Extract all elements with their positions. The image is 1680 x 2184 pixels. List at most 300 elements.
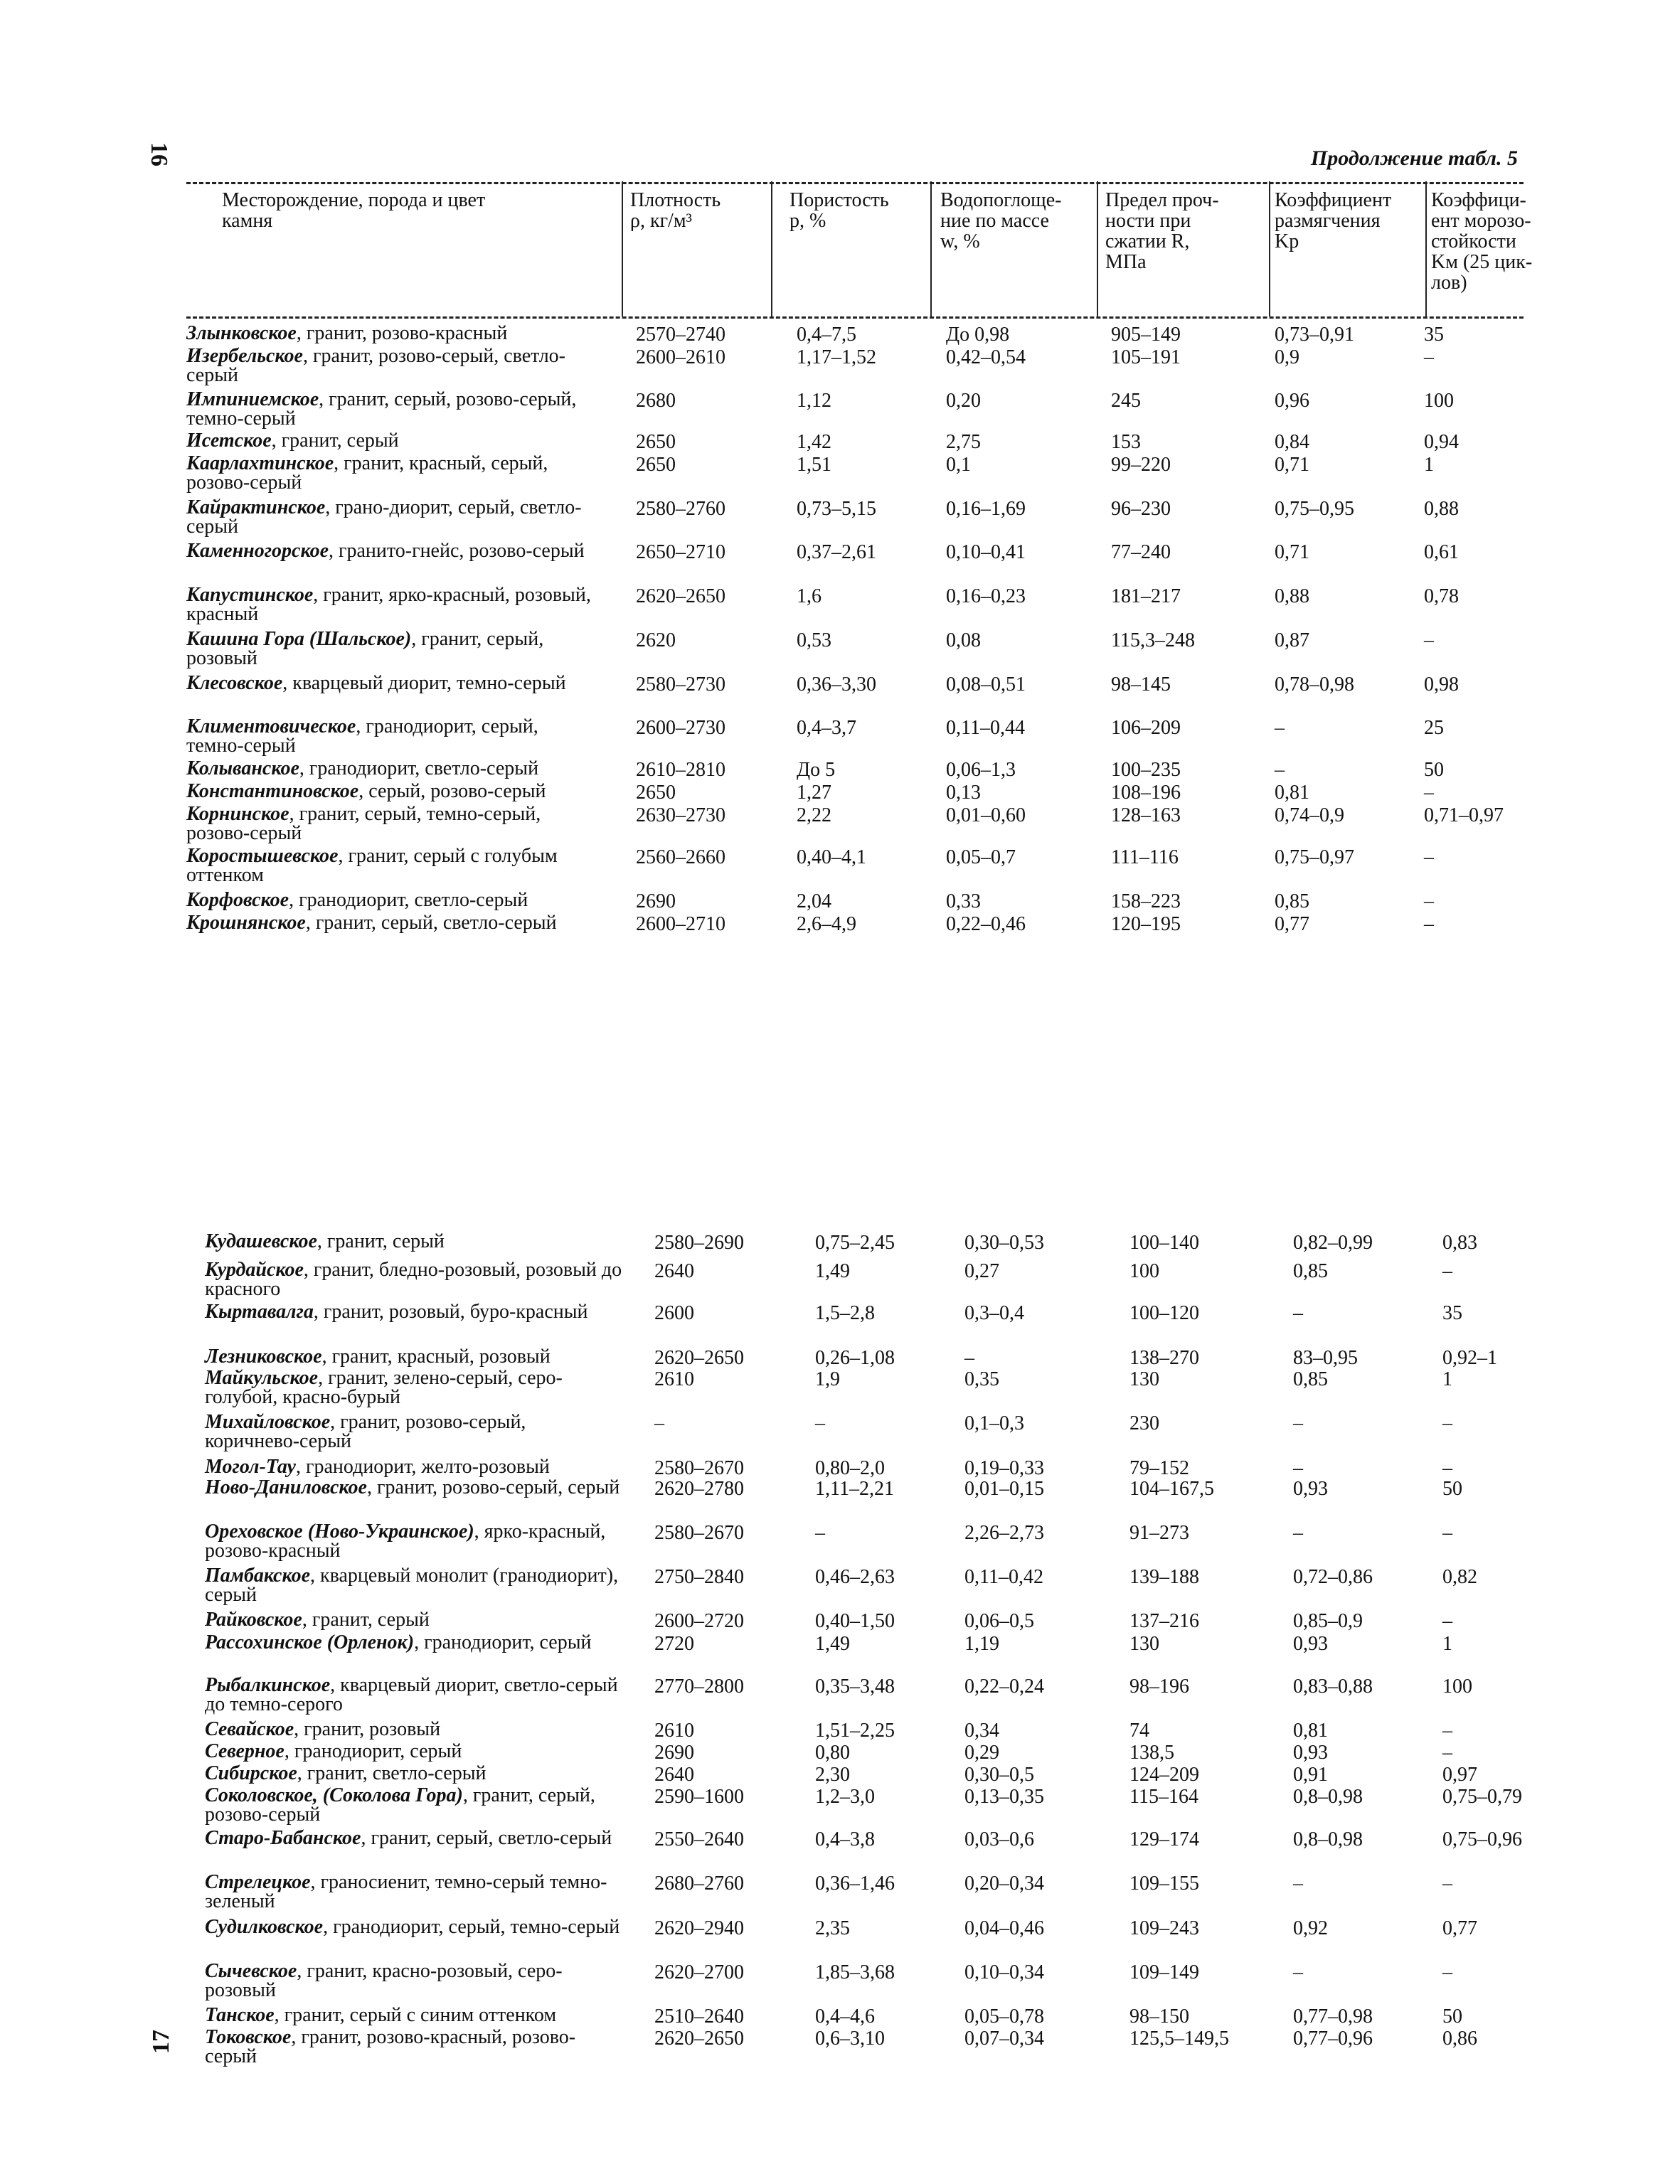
frost-cell: 0,83	[1442, 1232, 1477, 1254]
strength-cell: 96–230	[1111, 498, 1171, 520]
frost-cell: 0,82	[1442, 1566, 1477, 1588]
deposit-name: Злынковское	[186, 322, 297, 344]
strength-cell: 111–116	[1111, 846, 1179, 868]
deposit-name: Майкульское	[205, 1367, 319, 1389]
rock-description: , гранит, серый с голубым оттенком	[186, 845, 558, 886]
softening-cell: 0,85	[1293, 1260, 1328, 1282]
header-divider	[771, 181, 772, 316]
deposit-name: Судилковское	[205, 1916, 324, 1938]
density-cell: 2620–2650	[636, 585, 725, 607]
rock-description: , гранит, серый, светло-серый	[361, 1827, 612, 1849]
strength-cell: 108–196	[1111, 782, 1181, 804]
deposit-cell	[205, 1786, 624, 1824]
rock-description: , гранит, светло-серый	[297, 1762, 487, 1784]
deposit-name: Курдайское	[205, 1259, 304, 1281]
strength-cell: 100	[1129, 1260, 1159, 1282]
strength-cell: 74	[1129, 1720, 1149, 1742]
absorption-cell: 0,10–0,34	[964, 1961, 1044, 1983]
density-cell: 2630–2730	[636, 804, 725, 826]
absorption-cell: 0,35	[964, 1368, 999, 1390]
deposit-cell	[205, 1566, 624, 1604]
header-divider	[930, 181, 932, 316]
rock-description: , гранит, красный, серый, розово-серый	[186, 452, 548, 494]
softening-cell: –	[1293, 1302, 1303, 1324]
porosity-cell: 0,40–4,1	[797, 846, 866, 868]
softening-cell: 0,85	[1293, 1368, 1328, 1390]
deposit-cell	[186, 541, 599, 560]
rock-description: , гранит, серый, темно-серый, розово-серый	[186, 803, 541, 844]
rock-description: , гранит, бледно-розовый, розовый до красного	[205, 1259, 622, 1300]
deposit-name: Сибирское	[205, 1762, 297, 1784]
absorption-cell: 0,16–1,69	[946, 498, 1026, 520]
deposit-name: Кыртавалга	[205, 1301, 314, 1323]
deposit-cell	[205, 1302, 624, 1321]
frost-cell: 0,92–1	[1442, 1347, 1497, 1369]
softening-cell: 0,71	[1275, 454, 1309, 476]
absorption-cell: 0,34	[964, 1720, 999, 1742]
deposit-cell	[186, 890, 599, 910]
frost-cell: 35	[1424, 324, 1444, 346]
strength-cell: 100–140	[1129, 1232, 1199, 1254]
density-cell: 2750–2840	[654, 1566, 744, 1588]
deposit-name: Кайрактинское	[186, 496, 326, 518]
rock-description: , гранит, серый, розово-серый, темно-серый	[186, 388, 577, 430]
porosity-cell: 1,85–3,68	[815, 1961, 895, 1983]
absorption-cell: До 0,98	[946, 324, 1010, 346]
porosity-cell: 1,42	[797, 431, 831, 453]
softening-cell: 0,81	[1293, 1720, 1328, 1742]
density-cell: 2580–2760	[636, 498, 725, 520]
frost-cell: –	[1442, 1720, 1452, 1742]
frost-cell: 0,77	[1442, 1917, 1477, 1939]
rock-description: , гранит, серый, розовый	[186, 628, 544, 669]
absorption-cell: 0,11–0,44	[946, 717, 1025, 739]
rock-description: , гранит, серый	[271, 430, 399, 452]
strength-cell: 125,5–149,5	[1129, 2028, 1229, 2050]
density-cell: 2580–2670	[654, 1457, 744, 1479]
deposit-name: Северное	[205, 1740, 285, 1762]
softening-cell: 0,84	[1275, 431, 1309, 453]
absorption-cell: 1,19	[964, 1633, 999, 1655]
softening-cell: 0,8–0,98	[1293, 1828, 1363, 1850]
porosity-cell: 0,53	[797, 629, 831, 651]
deposit-cell	[186, 629, 599, 668]
density-cell: 2650	[636, 431, 676, 453]
strength-cell: 130	[1129, 1633, 1159, 1655]
porosity-cell: 1,17–1,52	[797, 346, 876, 368]
strength-cell: 109–149	[1129, 1961, 1199, 1983]
deposit-name: Корнинское	[186, 803, 289, 825]
density-cell: 2650	[636, 454, 676, 476]
density-cell: 2600–2610	[636, 346, 725, 368]
deposit-cell	[186, 431, 599, 450]
softening-cell: 0,77	[1275, 913, 1309, 935]
density-cell: 2690	[654, 1742, 694, 1764]
softening-cell: 0,83–0,88	[1293, 1676, 1373, 1698]
absorption-cell: –	[964, 1347, 974, 1369]
porosity-cell: 1,51	[797, 454, 831, 476]
deposit-name: Изербельское	[186, 345, 303, 367]
density-cell: 2650–2710	[636, 541, 725, 563]
frost-cell: 100	[1442, 1676, 1472, 1698]
absorption-cell: 2,75	[946, 431, 981, 453]
frost-cell: –	[1424, 346, 1434, 368]
rock-description: , гранит, красно-розовый, серо-розовый	[205, 1960, 563, 2001]
deposit-cell	[186, 717, 599, 755]
frost-cell: 0,98	[1424, 673, 1459, 696]
density-cell: 2680	[636, 390, 676, 412]
frost-cell: 0,71–0,97	[1424, 804, 1504, 826]
deposit-name: Рыбалкинское	[205, 1674, 331, 1696]
rock-description: , гранит, розовый, буро-красный	[313, 1301, 588, 1323]
softening-cell: 0,81	[1275, 782, 1309, 804]
strength-cell: 181–217	[1111, 585, 1181, 607]
porosity-cell: 1,49	[815, 1633, 850, 1655]
absorption-cell: 0,10–0,41	[946, 541, 1026, 563]
strength-cell: 138,5	[1129, 1742, 1174, 1764]
density-cell: 2600–2730	[636, 717, 725, 739]
density-cell: 2620–2940	[654, 1917, 744, 1939]
porosity-cell: 1,11–2,21	[815, 1478, 894, 1500]
rock-description: , гранит, красный, розовый	[321, 1346, 551, 1368]
porosity-cell: 0,36–1,46	[815, 1873, 895, 1895]
deposit-name: Клесовское	[186, 672, 283, 694]
strength-cell: 100–120	[1129, 1302, 1199, 1324]
rock-description: , гранит, серый с синим оттенком	[274, 2004, 557, 2026]
porosity-cell: 1,9	[815, 1368, 840, 1390]
density-cell: 2640	[654, 1260, 694, 1282]
strength-cell: 99–220	[1111, 454, 1171, 476]
density-cell: 2610–2810	[636, 759, 725, 781]
deposit-name: Памбакское	[205, 1565, 311, 1587]
strength-cell: 105–191	[1111, 346, 1181, 368]
density-cell: 2680–2760	[654, 1873, 744, 1895]
softening-cell: –	[1275, 717, 1285, 739]
density-cell: 2570–2740	[636, 324, 725, 346]
strength-cell: 158–223	[1111, 890, 1181, 912]
frost-cell: 1	[1442, 1368, 1452, 1390]
deposit-cell	[205, 1828, 624, 1848]
absorption-cell: 0,22–0,46	[946, 913, 1026, 935]
strength-cell: 129–174	[1129, 1828, 1199, 1850]
deposit-cell	[205, 2028, 624, 2066]
rock-description: , гранодиорит, серый, темно-серый	[323, 1916, 620, 1938]
porosity-cell: До 5	[797, 759, 836, 781]
porosity-cell: 0,80	[815, 1742, 850, 1764]
absorption-cell: 0,1	[946, 454, 971, 476]
softening-cell: 0,92	[1293, 1917, 1328, 1939]
deposit-name: Сычевское	[205, 1960, 297, 1982]
absorption-cell: 0,05–0,7	[946, 846, 1016, 868]
rock-description: , кварцевый монолит (гранодиорит), серый	[205, 1565, 619, 1606]
porosity-cell: –	[815, 1522, 825, 1544]
deposit-cell	[186, 913, 599, 932]
porosity-cell: 0,4–4,6	[815, 2005, 875, 2028]
porosity-cell: 0,36–3,30	[797, 673, 876, 696]
absorption-cell: 0,04–0,46	[964, 1917, 1044, 1939]
absorption-cell: 0,19–0,33	[964, 1457, 1044, 1479]
absorption-cell: 0,3–0,4	[964, 1302, 1024, 1324]
rock-description: , гранит, розово-серый, серый	[366, 1476, 620, 1498]
strength-cell: 905–149	[1111, 324, 1181, 346]
density-cell: 2580–2730	[636, 673, 725, 696]
porosity-cell: 0,4–7,5	[797, 324, 856, 346]
frost-cell: 0,97	[1442, 1764, 1477, 1786]
density-cell: 2590–1600	[654, 1786, 744, 1808]
strength-cell: 109–243	[1129, 1917, 1199, 1939]
deposit-cell	[205, 1720, 624, 1739]
strength-cell: 138–270	[1129, 1347, 1199, 1369]
porosity-cell: 1,12	[797, 390, 831, 412]
softening-cell: 0,85	[1275, 890, 1309, 912]
frost-cell: 1	[1442, 1633, 1452, 1655]
density-cell: 2600–2710	[636, 913, 725, 935]
deposit-cell	[186, 585, 599, 624]
deposit-cell	[186, 346, 599, 385]
strength-cell: 98–145	[1111, 673, 1171, 696]
density-cell: 2720	[654, 1633, 694, 1655]
deposit-name: Ореховское (Ново-Украинское)	[205, 1520, 474, 1543]
softening-cell: 0,88	[1275, 585, 1309, 607]
softening-cell: –	[1293, 1457, 1303, 1479]
rock-description: , гранит, розово-серый, светло-серый	[186, 345, 565, 386]
deposit-cell	[205, 1764, 624, 1783]
rock-description: , граносиенит, темно-серый темно-зеленый	[205, 1871, 607, 1912]
rock-description: , гранит, розово-серый, коричнево-серый	[205, 1411, 526, 1452]
deposit-cell	[186, 390, 599, 428]
rock-description: , гранит, серый, светло-серый	[305, 912, 557, 934]
softening-cell: 0,87	[1275, 629, 1309, 651]
absorption-cell: 0,01–0,60	[946, 804, 1026, 826]
frost-cell: –	[1442, 1457, 1452, 1479]
rock-description: , грано-диорит, серый, светло-серый	[186, 496, 582, 538]
porosity-cell: 0,46–2,63	[815, 1566, 895, 1588]
header-strength: Предел проч- ности при сжатии R, МПа	[1105, 189, 1219, 273]
deposit-cell	[205, 1478, 624, 1497]
density-cell: 2550–2640	[654, 1828, 744, 1850]
page-number-bottom: 17	[148, 2030, 174, 2054]
deposit-cell	[186, 782, 599, 801]
strength-cell: 104–167,5	[1129, 1478, 1214, 1500]
softening-cell: 0,93	[1293, 1742, 1328, 1764]
frost-cell: 0,61	[1424, 541, 1459, 563]
density-cell: 2510–2640	[654, 2005, 744, 2028]
frost-cell: –	[1424, 890, 1434, 912]
strength-cell: 98–150	[1129, 2005, 1189, 2028]
absorption-cell: 0,16–0,23	[946, 585, 1026, 607]
rock-description: , гранодиорит, серый	[284, 1740, 462, 1762]
deposit-cell	[186, 454, 599, 492]
header-water-absorption: Водопоглоще- ние по массе w, %	[940, 189, 1062, 252]
rock-description: , гранит, зелено-серый, серо-голубой, красно-бурый	[205, 1367, 563, 1408]
absorption-cell: 0,03–0,6	[964, 1828, 1034, 1850]
absorption-cell: 0,27	[964, 1260, 999, 1282]
porosity-cell: 2,6–4,9	[797, 913, 856, 935]
rock-description: , гранодиорит, серый	[414, 1631, 592, 1653]
deposit-name: Климентовическое	[186, 715, 356, 737]
page-number-top: 16	[146, 142, 172, 166]
porosity-cell: 1,51–2,25	[815, 1720, 895, 1742]
frost-cell: –	[1442, 1610, 1452, 1632]
softening-cell: –	[1293, 1412, 1303, 1434]
frost-cell: –	[1424, 913, 1434, 935]
absorption-cell: 0,29	[964, 1742, 999, 1764]
frost-cell: 50	[1424, 759, 1444, 781]
porosity-cell: 0,37–2,61	[797, 541, 876, 563]
strength-cell: 115–164	[1129, 1786, 1198, 1808]
absorption-cell: 0,20	[946, 390, 981, 412]
rock-description: , гранито-гнейс, розово-серый	[329, 540, 585, 562]
absorption-cell: 0,13	[946, 782, 981, 804]
rock-description: , гранит, ярко-красный, розовый, красный	[186, 584, 591, 625]
absorption-cell: 0,08	[946, 629, 981, 651]
rock-description: , гранит, серый	[302, 1609, 430, 1631]
density-cell: 2600–2720	[654, 1610, 744, 1632]
density-cell: 2620–2650	[654, 1347, 744, 1369]
deposit-name: Ново-Даниловское	[205, 1476, 367, 1498]
density-cell: 2580–2670	[654, 1522, 744, 1544]
density-cell: 2610	[654, 1368, 694, 1390]
frost-cell: 0,78	[1424, 585, 1459, 607]
absorption-cell: 0,08–0,51	[946, 673, 1026, 696]
porosity-cell: 2,30	[815, 1764, 850, 1786]
porosity-cell: 0,40–1,50	[815, 1610, 895, 1632]
porosity-cell: 0,4–3,7	[797, 717, 856, 739]
table-continuation-caption: Продолжение табл. 5	[1310, 147, 1518, 170]
softening-cell: 0,73–0,91	[1275, 324, 1354, 346]
frost-cell: 0,88	[1424, 498, 1459, 520]
deposit-name: Кашина Гора (Шальское)	[186, 628, 412, 650]
frost-cell: 35	[1442, 1302, 1462, 1324]
softening-cell: 0,8–0,98	[1293, 1786, 1363, 1808]
rock-description: , серый, розово-серый	[358, 780, 546, 802]
rock-description: , гранит, розово-красный, розово-серый	[205, 2026, 576, 2067]
frost-cell: –	[1442, 1412, 1452, 1434]
rock-description: , гранит, розово-красный	[296, 322, 508, 344]
softening-cell: –	[1293, 1522, 1303, 1544]
absorption-cell: 0,42–0,54	[946, 346, 1026, 368]
rock-description: , кварцевый диорит, темно-серый	[282, 672, 566, 694]
absorption-cell: 2,26–2,73	[964, 1522, 1044, 1544]
deposit-name: Рассохинское (Орленок)	[205, 1631, 415, 1653]
density-cell: 2640	[654, 1764, 694, 1786]
deposit-name: Каарлахтинское	[186, 452, 334, 474]
header-divider	[1425, 181, 1427, 316]
deposit-cell	[205, 2005, 624, 2025]
rock-description: , кварцевый диорит, светло-серый до темно-серого	[205, 1674, 618, 1715]
softening-cell: 83–0,95	[1293, 1347, 1358, 1369]
porosity-cell: 0,73–5,15	[797, 498, 876, 520]
porosity-cell: 1,6	[797, 585, 822, 607]
deposit-name: Михайловское	[205, 1411, 331, 1433]
frost-cell: –	[1424, 846, 1434, 868]
rock-description: , ярко-красный, розово-красный	[205, 1520, 606, 1562]
absorption-cell: 0,11–0,42	[964, 1566, 1043, 1588]
porosity-cell: 1,27	[797, 782, 831, 804]
softening-cell: –	[1293, 1873, 1303, 1895]
softening-cell: 0,85–0,9	[1293, 1610, 1363, 1632]
deposit-name: Севайское	[205, 1718, 294, 1740]
absorption-cell: 0,13–0,35	[964, 1786, 1044, 1808]
deposit-cell	[186, 759, 599, 778]
header-deposit: Месторождение, порода и цвет камня	[222, 189, 486, 232]
rock-description: , гранодиорит, серый, темно-серый	[186, 715, 538, 757]
frost-cell: 25	[1424, 717, 1444, 739]
frost-cell: 0,75–0,79	[1442, 1786, 1522, 1808]
strength-cell: 245	[1111, 390, 1141, 412]
deposit-name: Лезниковское	[205, 1346, 322, 1368]
deposit-name: Кудашевское	[205, 1230, 317, 1252]
density-cell: 2620–2700	[654, 1961, 744, 1983]
density-cell: 2620–2780	[654, 1478, 744, 1500]
softening-cell: 0,9	[1275, 346, 1299, 368]
density-cell: 2770–2800	[654, 1676, 744, 1698]
absorption-cell: 0,30–0,5	[964, 1764, 1034, 1786]
frost-cell: –	[1424, 629, 1434, 651]
softening-cell: 0,71	[1275, 541, 1309, 563]
softening-cell: 0,77–0,98	[1293, 2005, 1373, 2028]
strength-cell: 128–163	[1111, 804, 1181, 826]
softening-cell: 0,78–0,98	[1275, 673, 1354, 696]
rock-description: , гранодиорит, желто-розовый	[295, 1456, 550, 1478]
frost-cell: 100	[1424, 390, 1454, 412]
deposit-cell	[186, 804, 599, 843]
softening-cell: –	[1293, 1961, 1303, 1983]
softening-cell: 0,75–0,97	[1275, 846, 1354, 868]
deposit-cell	[205, 1961, 624, 2000]
porosity-cell: 1,5–2,8	[815, 1302, 875, 1324]
density-cell: 2600	[654, 1302, 694, 1324]
deposit-name: Исетское	[186, 430, 272, 452]
absorption-cell: 0,05–0,78	[964, 2005, 1044, 2028]
density-cell: 2620	[636, 629, 676, 651]
softening-cell: –	[1275, 759, 1285, 781]
deposit-name: Импиниемское	[186, 388, 319, 410]
header-divider	[1097, 181, 1098, 316]
strength-cell: 120–195	[1111, 913, 1181, 935]
strength-cell: 139–188	[1129, 1566, 1199, 1588]
deposit-cell	[205, 1347, 624, 1366]
header-divider	[1269, 181, 1270, 316]
absorption-cell: 0,06–0,5	[964, 1610, 1034, 1632]
deposit-name: Райковское	[205, 1609, 302, 1631]
frost-cell: –	[1442, 1742, 1452, 1764]
softening-cell: 0,82–0,99	[1293, 1232, 1373, 1254]
strength-cell: 153	[1111, 431, 1141, 453]
softening-cell: 0,75–0,95	[1275, 498, 1354, 520]
frost-cell: 50	[1442, 2005, 1462, 2028]
deposit-name: Капустинское	[186, 584, 314, 606]
header-divider	[622, 181, 623, 316]
porosity-cell: 2,04	[797, 890, 831, 912]
density-cell: 2560–2660	[636, 846, 725, 868]
strength-cell: 115,3–248	[1111, 629, 1195, 651]
deposit-cell	[205, 1633, 624, 1652]
frost-cell: 0,86	[1442, 2028, 1477, 2050]
header-porosity: Пористость р, %	[790, 189, 889, 232]
deposit-name: Каменногорское	[186, 540, 329, 562]
porosity-cell: 0,75–2,45	[815, 1232, 895, 1254]
deposit-cell	[205, 1917, 624, 1937]
density-cell: 2620–2650	[654, 2028, 744, 2050]
frost-cell: 0,94	[1424, 431, 1459, 453]
deposit-name: Коростышевское	[186, 845, 339, 867]
porosity-cell: 2,22	[797, 804, 831, 826]
porosity-cell: –	[815, 1412, 825, 1434]
deposit-name: Стрелецкое	[205, 1871, 311, 1893]
frost-cell: –	[1442, 1873, 1452, 1895]
rock-description: , гранит, серый, розово-серый	[205, 1784, 595, 1826]
